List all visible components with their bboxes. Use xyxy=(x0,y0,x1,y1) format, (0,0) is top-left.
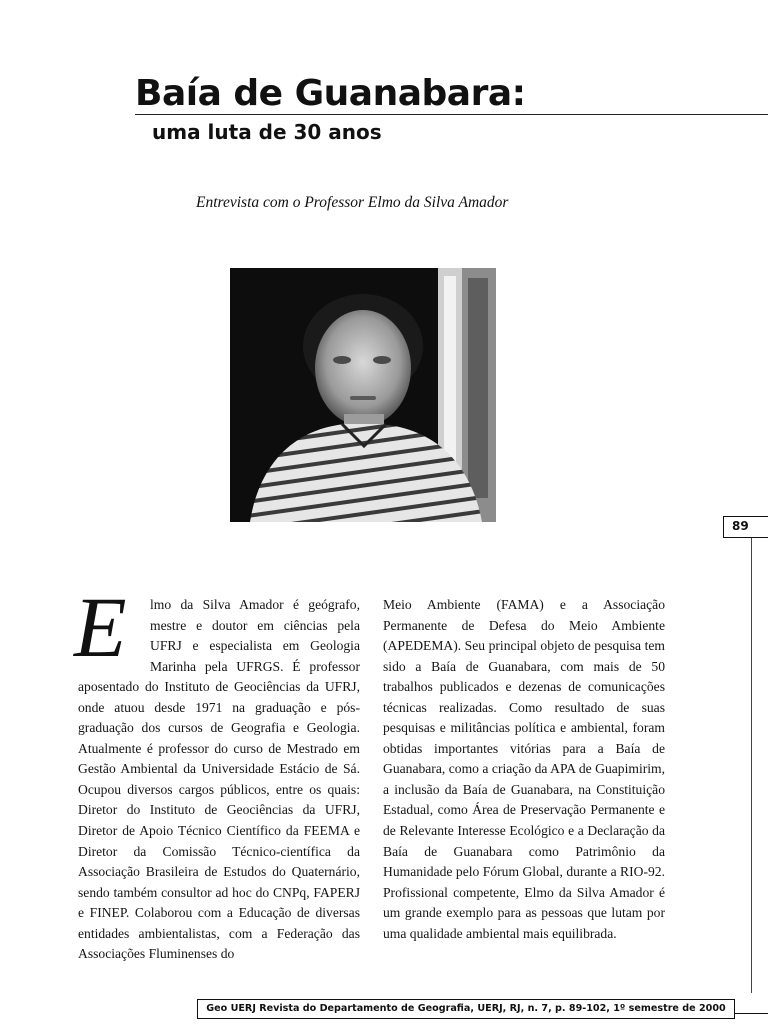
article-title: Baía de Guanabara: xyxy=(135,73,526,114)
drop-cap: E xyxy=(74,579,127,675)
interview-byline: Entrevista com o Professor Elmo da Silva Amador xyxy=(196,194,509,211)
portrait-photo xyxy=(230,268,496,522)
page-number-box: 89 xyxy=(723,516,768,538)
title-underline-rule xyxy=(135,114,768,115)
left-column-text: lmo da Silva Amador é geógrafo, mestre e doutor em ciências pela UFRJ e especialista em Geologia Marinha pela UFRGS. É professor aposentado do Instituto de Geociências da UFRJ, onde atuou desde 1971 na graduação e pós-graduação dos cursos de Geografia e Geologia. Atualmente é professor do curso de Mestrado em Gestão Ambiental da Universidade Estácio de Sá. Ocupou diversos cargos públicos, entre os quais: Diretor do Instituto de Geociências da UFRJ, Diretor de Apoio Técnico Científico da FEEMA e Diretor da Comissão Técnico-científica da Associação Brasileira de Estudos do Quaternário, sendo também consultor ad hoc do CNPq, FAPERJ e FINEP. Colaborou com a Educação de diversas entidades ambientalistas, com a Federação das Associações Fluminenses do xyxy=(78,597,360,962)
article-column-right xyxy=(383,595,665,944)
article-subtitle: uma luta de 30 anos xyxy=(152,120,382,144)
article-column-left xyxy=(74,579,360,965)
side-margin-rule xyxy=(751,538,752,993)
footer-rule xyxy=(735,1013,768,1014)
journal-citation-footer: Geo UERJ Revista do Departamento de Geografia, UERJ, RJ, n. 7, p. 89-102, 1º semestre de 2000 xyxy=(197,999,735,1019)
right-column-text: Meio Ambiente (FAMA) e a Associação Permanente de Defesa do Meio Ambiente (APEDEMA). Seu principal objeto de pesquisa tem sido a Baía de Guanabara, com mais de 50 trabalhos publicados e dezenas de comunicações técnicas realizadas. Como resultado de suas pesquisas e militâncias política e ambiental, foram obtidas importantes vitórias para a Baía de Guanabara, como a criação da APA de Guapimirim, a inclusão da Baía de Guanabara, na Constituição Estadual, como Área de Preservação Permanente e de Relevante Interesse Ecológico e a Declaração da Baía de Guanabara como Patrimônio da Humanidade pelo Fórum Global, durante a RIO-92. Profissional competente, Elmo da Silva Amador é um grande exemplo para as pessoas que lutam por uma qualidade ambiental mais equilibrada. xyxy=(383,597,665,941)
portrait-photo-icon xyxy=(230,268,496,522)
